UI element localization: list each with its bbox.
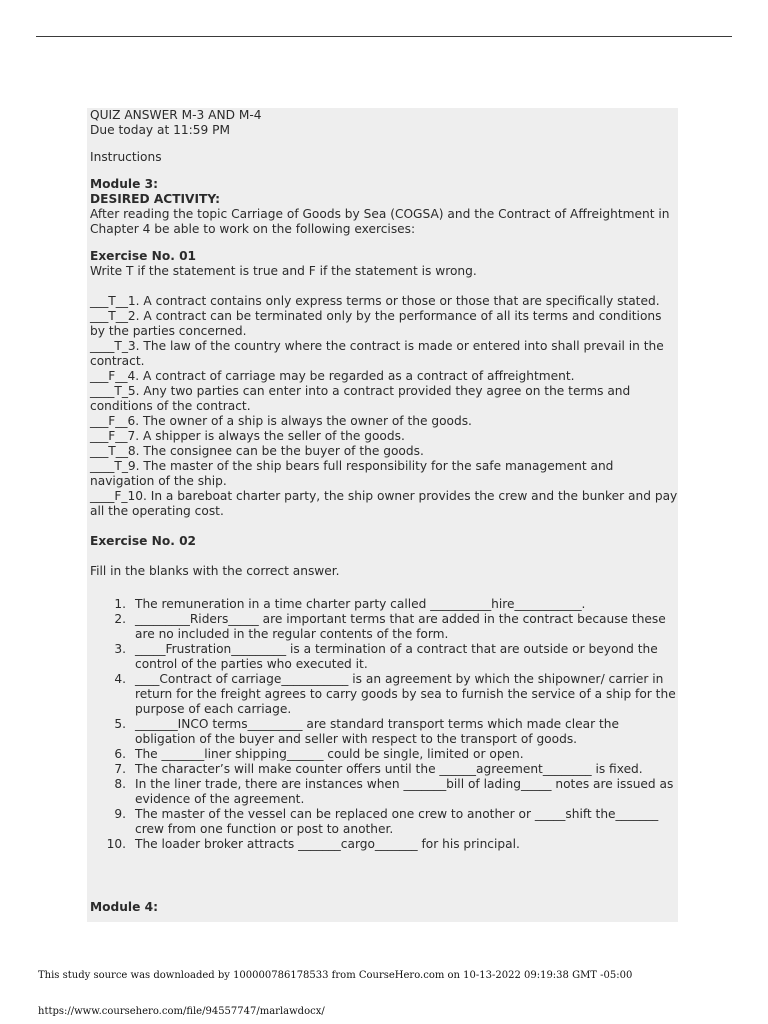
exercise-1-item: ____T_3. The law of the country where the contract is made or entered into shall prevail in the contract. xyxy=(90,339,664,368)
intro-paragraph: After reading the topic Carriage of Goods by Sea (COGSA) and the Contract of Affreightment in Chapter 4 be able to work on the following exercises: xyxy=(90,207,670,236)
download-notice: This study source was downloaded by 100000786178533 from CourseHero.com on 10-13-2022 09:19:38 GMT -05:00 xyxy=(38,970,633,981)
exercise-2-item: 7. The character’s will make counter offers until the ______agreement________ is fixed. xyxy=(114,762,643,776)
exercise-2-item: 1. The remuneration in a time charter party called __________hire___________. xyxy=(114,597,586,611)
exercise-1-item: ___F__6. The owner of a ship is always the owner of the goods. xyxy=(90,414,472,428)
exercise-2-item: 3. _____Frustration_________ is a termination of a contract that are outside or beyond the control of the parties who executed it. xyxy=(114,642,658,671)
exercise-1-instruction: Write T if the statement is true and F if the statement is wrong. xyxy=(90,264,477,278)
document-body xyxy=(90,108,678,915)
exercise-2-item: 10. The loader broker attracts _______cargo_______ for his principal. xyxy=(106,837,520,851)
exercise-2-instruction: Fill in the blanks with the correct answer. xyxy=(90,564,340,578)
instructions-label: Instructions xyxy=(90,150,162,164)
module-3-heading: Module 3: xyxy=(90,177,158,191)
exercise-2-item: 8. In the liner trade, there are instances when _______bill of lading_____ notes are issued as evidence of the agreement. xyxy=(114,777,674,806)
exercise-2-item: 6. The _______liner shipping______ could be single, limited or open. xyxy=(114,747,524,761)
exercise-1-item: ___F__4. A contract of carriage may be regarded as a contract of affreightment. xyxy=(90,369,575,383)
top-divider xyxy=(36,36,732,37)
exercise-1-item: ____F_10. In a bareboat charter party, the ship owner provides the crew and the bunker and pay all the operating cost. xyxy=(90,489,678,518)
exercise-2-item: 4. ____Contract of carriage___________ is an agreement by which the shipowner/ carrier in return for the freight agrees to carry goods by sea to furnish the service of a ship for the purpose of each carriage. xyxy=(114,672,676,716)
exercise-1-item: ___T__8. The consignee can be the buyer of the goods. xyxy=(90,444,424,458)
exercise-1-heading: Exercise No. 01 xyxy=(90,249,197,263)
due-date: Due today at 11:59 PM xyxy=(90,123,230,137)
exercise-2-list xyxy=(90,597,678,852)
exercise-1-item: ____T_9. The master of the ship bears full responsibility for the safe management and navigation of the ship. xyxy=(90,459,614,488)
exercise-2-heading: Exercise No. 02 xyxy=(90,534,197,548)
exercise-1-item: ___T__2. A contract can be terminated only by the performance of all its terms and conditions by the parties concerned. xyxy=(90,309,662,338)
exercise-2-item: 5. _______INCO terms_________ are standard transport terms which made clear the obligation of the buyer and seller with respect to the transport of goods. xyxy=(114,717,619,746)
exercise-1-list xyxy=(90,294,678,519)
exercise-1-item: ___F__7. A shipper is always the seller of the goods. xyxy=(90,429,405,443)
exercise-1-item: ____T_5. Any two parties can enter into a contract provided they agree on the terms and conditions of the contract. xyxy=(90,384,631,413)
desired-activity-heading: DESIRED ACTIVITY: xyxy=(90,192,220,206)
exercise-2-item: 2. _________Riders_____ are important terms that are added in the contract because these are no included in the regular contents of the form. xyxy=(114,612,666,641)
module-4-heading: Module 4: xyxy=(90,900,158,914)
exercise-1-item: ___T__1. A contract contains only express terms or those or those that are specifically stated. xyxy=(90,294,660,308)
source-url: https://www.coursehero.com/file/94557747/marlawdocx/ xyxy=(38,1006,325,1017)
document-title: QUIZ ANSWER M-3 AND M-4 xyxy=(90,108,262,122)
exercise-2-item: 9. The master of the vessel can be replaced one crew to another or _____shift the_______ crew from one function or post to another. xyxy=(114,807,659,836)
